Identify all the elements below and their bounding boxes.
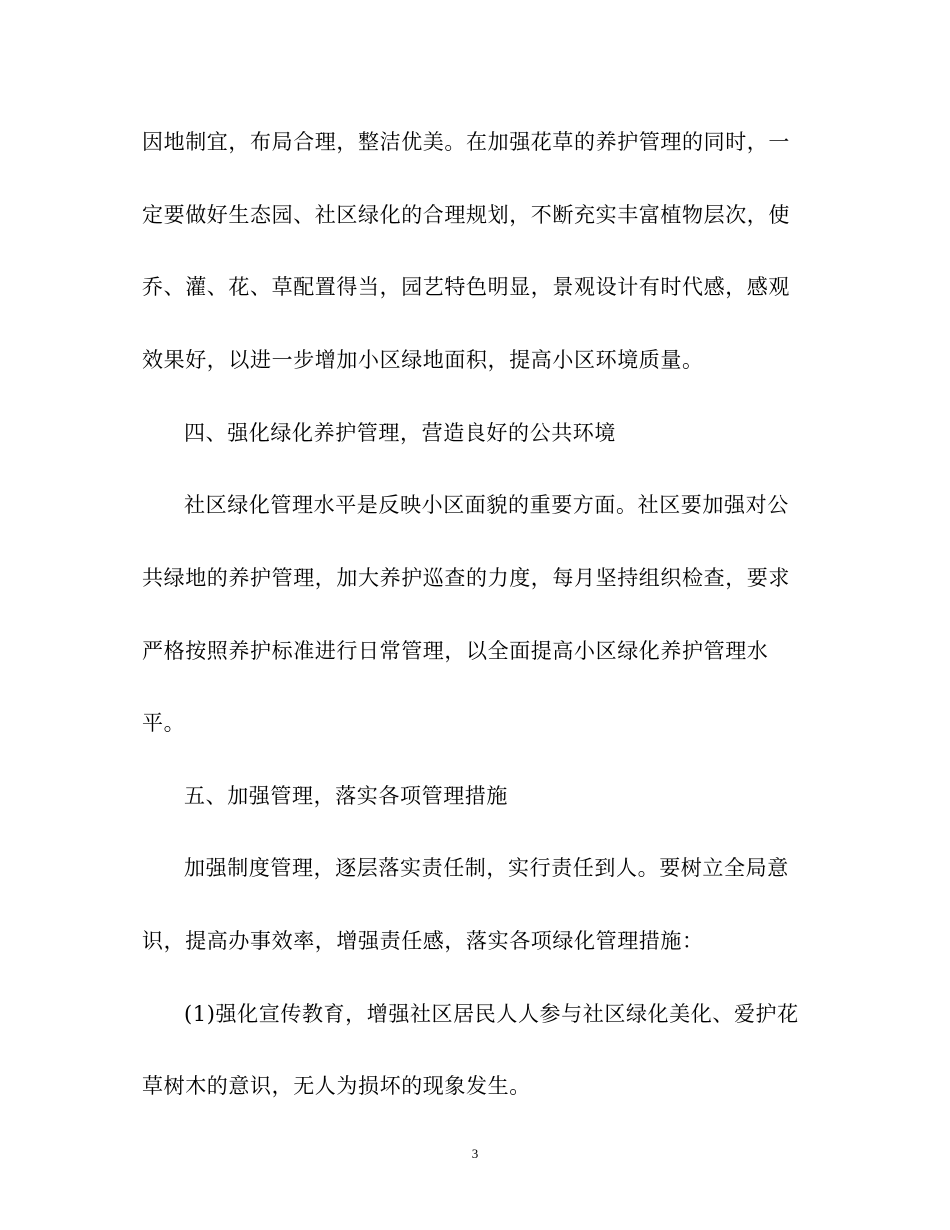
paragraph-line-9: 加强制度管理，逐层落实责任制，实行责任到人。要树立全局意: [184, 856, 789, 880]
paragraph-line-5: 社区绿化管理水平是反映小区面貌的重要方面。社区要加强对公: [184, 493, 789, 517]
paragraph-line-2: 定要做好生态园、社区绿化的合理规划，不断充实丰富植物层次，使: [142, 203, 790, 227]
paragraph-line-4: 效果好，以进一步增加小区绿地面积，提高小区环境质量。: [142, 348, 704, 372]
section-heading-5: 五、加强管理，落实各项管理措施: [184, 784, 508, 808]
paragraph-line-6: 共绿地的养护管理，加大养护巡查的力度，每月坚持组织检查，要求: [142, 566, 790, 590]
paragraph-line-3: 乔、灌、花、草配置得当，园艺特色明显，景观设计有时代感，感观: [142, 275, 790, 299]
page-number: 3: [471, 1146, 479, 1161]
paragraph-line-1: 因地制宜，布局合理，整洁优美。在加强花草的养护管理的同时，一: [142, 130, 790, 154]
list-item-1-line-1: (1)强化宣传教育，增强社区居民人人参与社区绿化美化、爱护花: [184, 1002, 799, 1026]
section-heading-4: 四、强化绿化养护管理，营造良好的公共环境: [184, 421, 616, 445]
paragraph-line-10: 识，提高办事效率，增强责任感，落实各项绿化管理措施：: [142, 929, 704, 953]
paragraph-line-7: 严格按照养护标准进行日常管理，以全面提高小区绿化养护管理水: [142, 639, 769, 663]
paragraph-line-8: 平。: [142, 711, 186, 735]
list-item-1-line-2: 草树木的意识，无人为损坏的现象发生。: [142, 1074, 531, 1098]
